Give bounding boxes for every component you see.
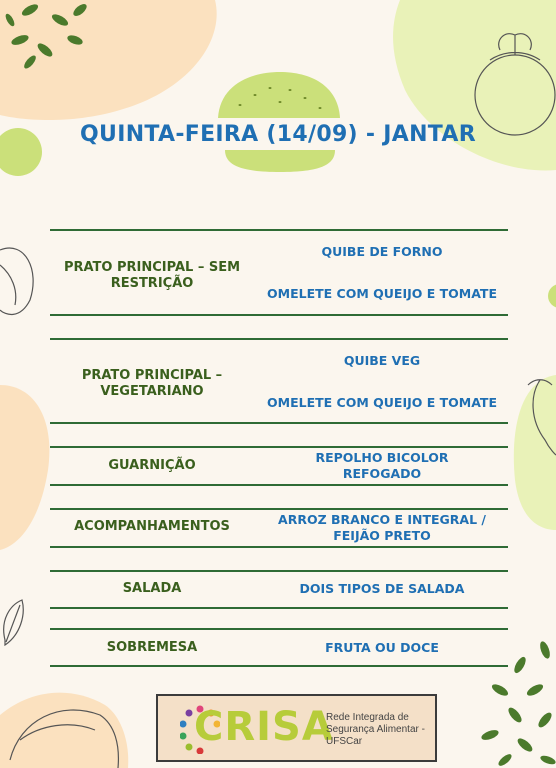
burger-bun-icon [218,72,340,118]
leaf-left-icon [0,248,33,314]
row-item: ARROZ BRANCO E INTEGRAL / FEIJÃO PRETO [278,512,486,543]
table-divider [50,628,508,630]
row-label-guarnicao: GUARNIÇÃO [108,458,196,473]
small-leaf-icon [4,600,24,645]
table-divider [50,570,508,572]
row-item: QUIBE VEG [343,353,421,368]
peach-blob-left [0,385,49,550]
row-item: REPOLHO BICOLOR REFOGADO [315,450,449,481]
logo-name: CRISA [194,704,334,750]
green-dot-right [548,284,556,308]
table-divider [50,314,508,316]
crisa-logo [156,694,437,762]
row-label-prato-principal-sem-restricao: PRATO PRINCIPAL – SEM RESTRIÇÃO [63,260,241,291]
table-divider [50,229,508,231]
table-divider [50,446,508,448]
table-divider [50,338,508,340]
row-item: OMELETE COM QUEIJO E TOMATE [267,395,497,410]
table-divider [50,607,508,609]
row-label-sobremesa: SOBREMESA [106,640,198,655]
burger-bottom [225,150,335,172]
table-divider [50,422,508,424]
table-divider [50,484,508,486]
row-item: OMELETE COM QUEIJO E TOMATE [267,286,497,301]
row-item: FRUTA OU DOCE [325,640,439,655]
row-label-salada: SALADA [122,581,182,596]
table-divider [50,508,508,510]
row-item: QUIBE DE FORNO [321,244,443,259]
green-blob-right [514,375,556,530]
table-divider [50,546,508,548]
page-title: QUINTA-FEIRA (14/09) - JANTAR [80,122,476,147]
row-label-acompanhamentos: ACOMPANHAMENTOS [74,519,230,534]
table-divider [50,665,508,667]
leaves-bottom-right-icon [480,640,556,768]
logo-subtitle: Rede Integrada de Segurança Alimentar - UFSCar [326,712,425,747]
row-label-prato-principal-vegetariano: PRATO PRINCIPAL – VEGETARIANO [81,368,223,399]
row-item: DOIS TIPOS DE SALADA [299,581,465,596]
peach-blob-bottom-left [0,693,128,768]
